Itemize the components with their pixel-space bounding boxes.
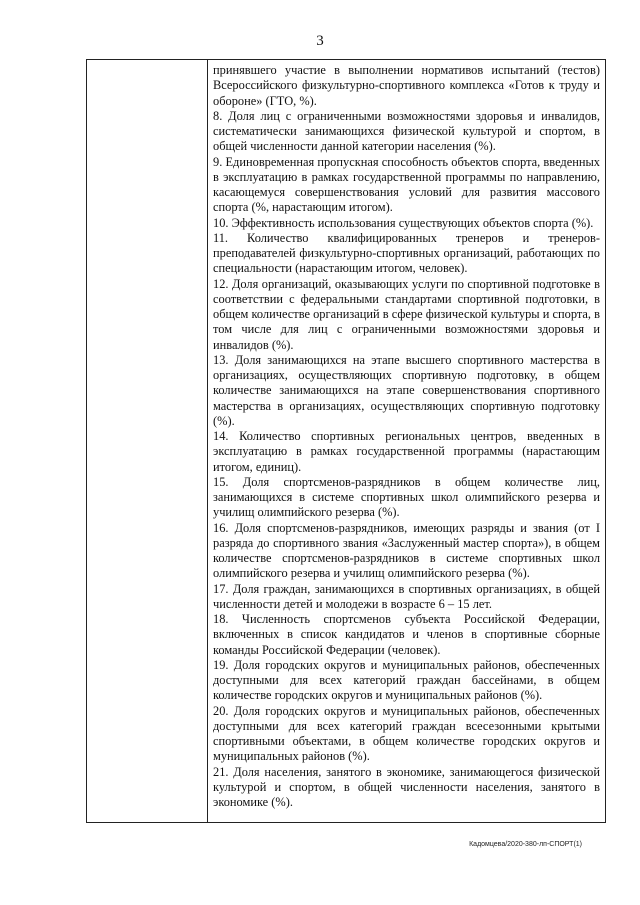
indicator-item: принявшего участие в выполнении нормативов испытаний (тестов) Всероссийского физкультурно-спортивного комплекса «Готов к труду и обороне» (ГТО, %). [213,63,600,108]
indicators-table [86,59,606,823]
table-left-column [87,60,208,822]
indicator-item: 17. Доля граждан, занимающихся в спортивных организациях, в общей численности детей и молодежи в возрасте 6 – 15 лет. [213,581,600,611]
indicator-item: 9. Единовременная пропускная способность объектов спорта, введенных в эксплуатацию в рамках государственной программы по направлению, касающемуся совершенствования условий для развития массового спорта (%, нарастающим итогом). [213,154,600,215]
indicator-item: 14. Количество спортивных региональных центров, введенных в эксплуатацию в рамках государственной программы (нарастающим итогом, единиц). [213,429,600,474]
indicator-item: 16. Доля спортсменов-разрядников, имеющих разряды и звания (от I разряда до спортивного звания «Заслуженный мастер спорта»), в общем количестве спортсменов-разрядников в системе спортивных школ олимпийского резерва и училищ олимпийского резерва (%). [213,520,600,581]
indicator-item: 20. Доля городских округов и муниципальных районов, обеспеченных доступными для всех категорий граждан всесезонными крытыми спортивными объектами, в общем количестве городских округов и муниципальных районов (%). [213,703,600,764]
indicator-item: 8. Доля лиц с ограниченными возможностями здоровья и инвалидов, систематически занимающихся физической культурой и спортом, в общей численности данной категории населения (%). [213,108,600,154]
document-footer-code: Кадомцева/2020-380-лп-СПОРТ(1) [469,841,582,848]
indicator-item: 18. Численность спортсменов субъекта Российской Федерации, включенных в список кандидатов и членов в спортивные сборные команды Российской Федерации (человек). [213,612,600,657]
indicator-item: 15. Доля спортсменов-разрядников в общем количестве лиц, занимающихся в системе спортивных школ олимпийского резерва и училищ олимпийского резерва (%). [213,474,600,520]
indicator-item: 11. Количество квалифицированных тренеров и тренеров-преподавателей физкультурно-спортивных организаций, работающих по специальности (нарастающим итогом, человек). [213,230,600,276]
page-number: 3 [316,33,324,49]
indicator-item: 13. Доля занимающихся на этапе высшего спортивного мастерства в организациях, осуществляющих спортивную подготовку, в общем количестве занимающихся на этапе совершенствования спортивного мастерства в организациях, осуществляющих спортивную подготовку (%). [213,352,600,428]
indicator-item: 19. Доля городских округов и муниципальных районов, обеспеченных доступными для всех категорий граждан бассейнами, в общем количестве городских округов и муниципальных районов (%). [213,657,600,703]
indicator-item: 10. Эффективность использования существующих объектов спорта (%). [213,215,594,230]
indicator-item: 21. Доля населения, занятого в экономике, занимающегося физической культурой и спортом, в общей численности населения, занятого в экономике (%). [213,764,600,809]
table-right-column [208,60,605,822]
indicator-item: 12. Доля организаций, оказывающих услуги по спортивной подготовке в соответствии с федеральными стандартами спортивной подготовки, в общем количестве организаций в сфере физической культуры и спорта, в том числе для лиц с ограниченными возможностями здоровья и инвалидов (%). [213,276,600,352]
